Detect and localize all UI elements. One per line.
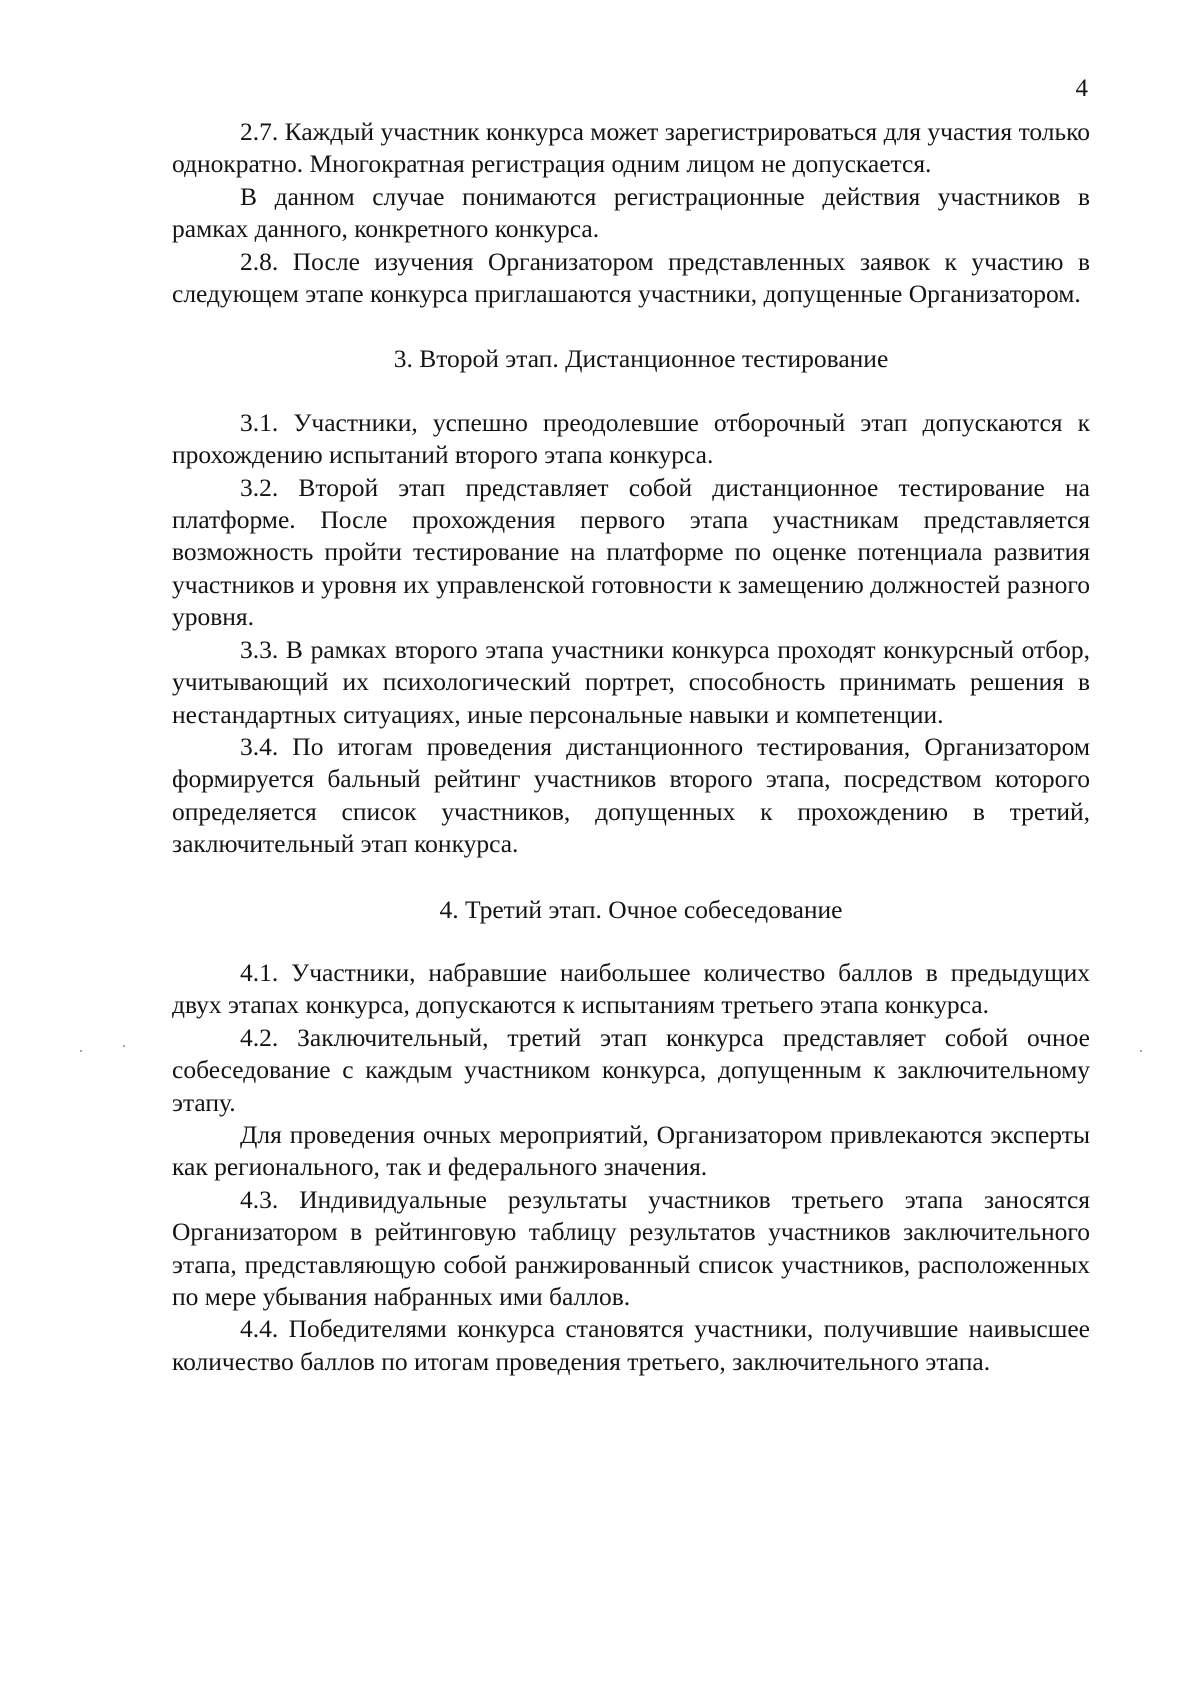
paragraph-3-1: 3.1. Участники, успешно преодолевшие отборочный этап допускаются к прохождению испытаний второго этапа конкурса. <box>172 407 1090 470</box>
paragraph-2-7: 2.7. Каждый участник конкурса может зарегистрироваться для участия только однократно. Многократная регистрация одним лицом не допускается. <box>172 117 1090 179</box>
section-heading-4: 4. Третий этап. Очное собеседование <box>439 894 843 924</box>
scan-speck <box>80 1050 82 1052</box>
paragraph-2-8: 2.8. После изучения Организатором представленных заявок к участию в следующем этапе конкурса приглашаются участники, допущенные Организатором. <box>172 246 1090 309</box>
section-heading-3: 3. Второй этап. Дистанционное тестирование <box>393 344 889 374</box>
paragraph-3-2: 3.2. Второй этап представляет собой дистанционное тестирование на платформе. После прохождения первого этапа участникам представляется возможность пройти тестирование на платформе по оценке потенциала развития участников и уровня их управленской готовности к замещению должностей разного уровня. <box>172 472 1090 632</box>
paragraph-4-2: 4.2. Заключительный, третий этап конкурса представляет собой очное собеседование с каждым участником конкурса, допущенным к заключительному этапу. <box>172 1022 1090 1117</box>
paragraph-3-3: 3.3. В рамках второго этапа участники конкурса проходят конкурсный отбор, учитывающий их психологический портрет, способность принимать решения в нестандартных ситуациях, иные персональные навыки и компетенции. <box>172 634 1090 729</box>
scan-speck <box>123 1045 125 1047</box>
paragraph-4-4: 4.4. Победителями конкурса становятся участники, получившие наивысшее количество баллов по итогам проведения третьего, заключительного этапа. <box>172 1314 1090 1376</box>
paragraph-3-4: 3.4. По итогам проведения дистанционного тестирования, Организатором формируется бальный рейтинг участников второго этапа, посредством которого определяется список участников, допущенных к прохождению в третий, заключительный этап конкурса. <box>172 731 1090 859</box>
document-body <box>172 116 1090 1378</box>
paragraph-4-3: 4.3. Индивидуальные результаты участников третьего этапа заносятся Организатором в рейтинговую таблицу результатов участников заключительного этапа, представляющую собой ранжированный список участников, расположенных по мере убывания набранных ими баллов. <box>172 1184 1090 1311</box>
paragraph-4-1: 4.1. Участники, набравшие наибольшее количество баллов в предыдущих двух этапах конкурса, допускаются к испытаниям третьего этапа конкурса. <box>172 957 1090 1020</box>
scan-speck <box>1140 1050 1142 1052</box>
paragraph-4-2-note: Для проведения очных мероприятий, Организатором привлекаются эксперты как регионального, так и федерального значения. <box>172 1119 1090 1182</box>
paragraph-2-7-note: В данном случае понимаются регистрационные действия участников в рамках данного, конкретного конкурса. <box>172 181 1090 244</box>
page-number: 4 <box>1075 75 1088 102</box>
